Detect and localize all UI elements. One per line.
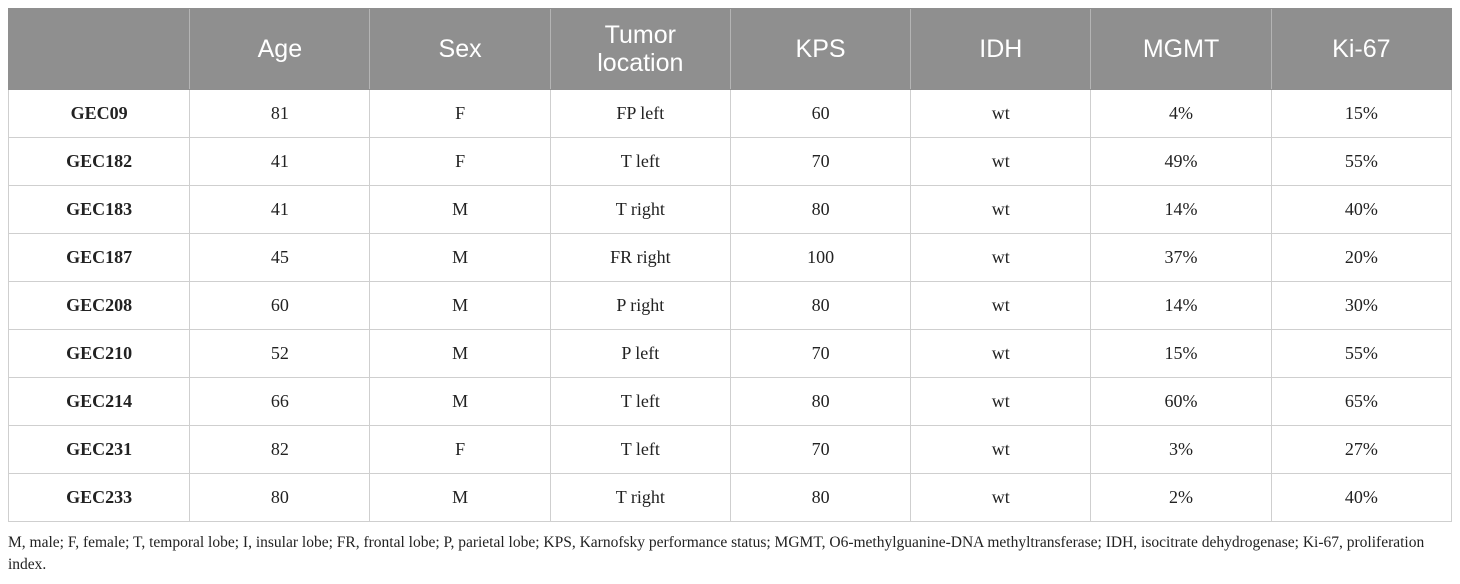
cell-mgmt: 4% bbox=[1091, 90, 1271, 138]
cell-ki67: 27% bbox=[1271, 426, 1451, 474]
cell-ki67: 30% bbox=[1271, 282, 1451, 330]
cell-tumor-location: P right bbox=[550, 282, 730, 330]
cell-idh: wt bbox=[911, 474, 1091, 522]
cell-kps: 80 bbox=[730, 186, 910, 234]
cell-kps: 70 bbox=[730, 330, 910, 378]
cell-sample-id: GEC233 bbox=[9, 474, 190, 522]
header-cell-kps: KPS bbox=[730, 9, 910, 90]
cell-tumor-location: FP left bbox=[550, 90, 730, 138]
cell-sample-id: GEC208 bbox=[9, 282, 190, 330]
cell-sex: F bbox=[370, 138, 550, 186]
cell-kps: 80 bbox=[730, 378, 910, 426]
cell-mgmt: 2% bbox=[1091, 474, 1271, 522]
cell-tumor-location: T right bbox=[550, 186, 730, 234]
cell-sex: M bbox=[370, 186, 550, 234]
table-footnote: M, male; F, female; T, temporal lobe; I, insular lobe; FR, frontal lobe; P, parietal lobe; KPS, Karnofsky performance status; MGMT, O6-methylguanine-DNA methyltransferase; IDH, isocitrate dehydrogenase; Ki-67, proliferation index. bbox=[8, 534, 1425, 573]
cell-ki67: 55% bbox=[1271, 138, 1451, 186]
cell-sex: M bbox=[370, 330, 550, 378]
cell-sample-id: GEC183 bbox=[9, 186, 190, 234]
cell-mgmt: 60% bbox=[1091, 378, 1271, 426]
cell-sex: M bbox=[370, 282, 550, 330]
header-tumor-location-text: Tumor location bbox=[597, 21, 684, 77]
patient-characteristics-table bbox=[8, 8, 1452, 522]
cell-tumor-location: P left bbox=[550, 330, 730, 378]
table-row bbox=[9, 378, 1452, 426]
cell-age: 81 bbox=[190, 90, 370, 138]
cell-tumor-location: T left bbox=[550, 138, 730, 186]
cell-idh: wt bbox=[911, 330, 1091, 378]
header-cell-ki67: Ki-67 bbox=[1271, 9, 1451, 90]
cell-ki67: 65% bbox=[1271, 378, 1451, 426]
table-row bbox=[9, 282, 1452, 330]
cell-sex: F bbox=[370, 426, 550, 474]
table-row bbox=[9, 138, 1452, 186]
cell-ki67: 20% bbox=[1271, 234, 1451, 282]
cell-age: 45 bbox=[190, 234, 370, 282]
header-cell-mgmt: MGMT bbox=[1091, 9, 1271, 90]
table-row bbox=[9, 474, 1452, 522]
cell-idh: wt bbox=[911, 138, 1091, 186]
table-row bbox=[9, 186, 1452, 234]
cell-mgmt: 14% bbox=[1091, 186, 1271, 234]
table-body bbox=[9, 90, 1452, 522]
cell-ki67: 40% bbox=[1271, 186, 1451, 234]
cell-idh: wt bbox=[911, 186, 1091, 234]
cell-ki67: 15% bbox=[1271, 90, 1451, 138]
cell-mgmt: 15% bbox=[1091, 330, 1271, 378]
cell-sex: M bbox=[370, 378, 550, 426]
header-cell-blank bbox=[9, 9, 190, 90]
cell-age: 60 bbox=[190, 282, 370, 330]
patient-table-container bbox=[8, 8, 1452, 522]
cell-mgmt: 3% bbox=[1091, 426, 1271, 474]
cell-sample-id: GEC231 bbox=[9, 426, 190, 474]
cell-age: 66 bbox=[190, 378, 370, 426]
cell-age: 82 bbox=[190, 426, 370, 474]
cell-idh: wt bbox=[911, 426, 1091, 474]
cell-sex: M bbox=[370, 234, 550, 282]
cell-tumor-location: T left bbox=[550, 426, 730, 474]
cell-age: 80 bbox=[190, 474, 370, 522]
cell-sample-id: GEC210 bbox=[9, 330, 190, 378]
header-cell-tumor-location bbox=[550, 9, 730, 90]
cell-sample-id: GEC182 bbox=[9, 138, 190, 186]
cell-sample-id: GEC187 bbox=[9, 234, 190, 282]
cell-sex: F bbox=[370, 90, 550, 138]
cell-age: 41 bbox=[190, 138, 370, 186]
cell-age: 41 bbox=[190, 186, 370, 234]
cell-kps: 100 bbox=[730, 234, 910, 282]
cell-sex: M bbox=[370, 474, 550, 522]
table-header bbox=[9, 9, 1452, 90]
cell-sample-id: GEC09 bbox=[9, 90, 190, 138]
table-row bbox=[9, 234, 1452, 282]
cell-sample-id: GEC214 bbox=[9, 378, 190, 426]
cell-tumor-location: T left bbox=[550, 378, 730, 426]
cell-idh: wt bbox=[911, 282, 1091, 330]
cell-tumor-location: T right bbox=[550, 474, 730, 522]
cell-kps: 70 bbox=[730, 426, 910, 474]
cell-kps: 80 bbox=[730, 282, 910, 330]
cell-idh: wt bbox=[911, 378, 1091, 426]
table-row bbox=[9, 90, 1452, 138]
header-cell-sex: Sex bbox=[370, 9, 550, 90]
cell-kps: 60 bbox=[730, 90, 910, 138]
cell-tumor-location: FR right bbox=[550, 234, 730, 282]
cell-ki67: 40% bbox=[1271, 474, 1451, 522]
cell-age: 52 bbox=[190, 330, 370, 378]
header-cell-age: Age bbox=[190, 9, 370, 90]
table-row bbox=[9, 426, 1452, 474]
table-row bbox=[9, 330, 1452, 378]
cell-ki67: 55% bbox=[1271, 330, 1451, 378]
cell-idh: wt bbox=[911, 234, 1091, 282]
cell-kps: 80 bbox=[730, 474, 910, 522]
cell-mgmt: 49% bbox=[1091, 138, 1271, 186]
header-cell-idh: IDH bbox=[911, 9, 1091, 90]
cell-mgmt: 37% bbox=[1091, 234, 1271, 282]
cell-kps: 70 bbox=[730, 138, 910, 186]
cell-mgmt: 14% bbox=[1091, 282, 1271, 330]
header-row bbox=[9, 9, 1452, 90]
cell-idh: wt bbox=[911, 90, 1091, 138]
